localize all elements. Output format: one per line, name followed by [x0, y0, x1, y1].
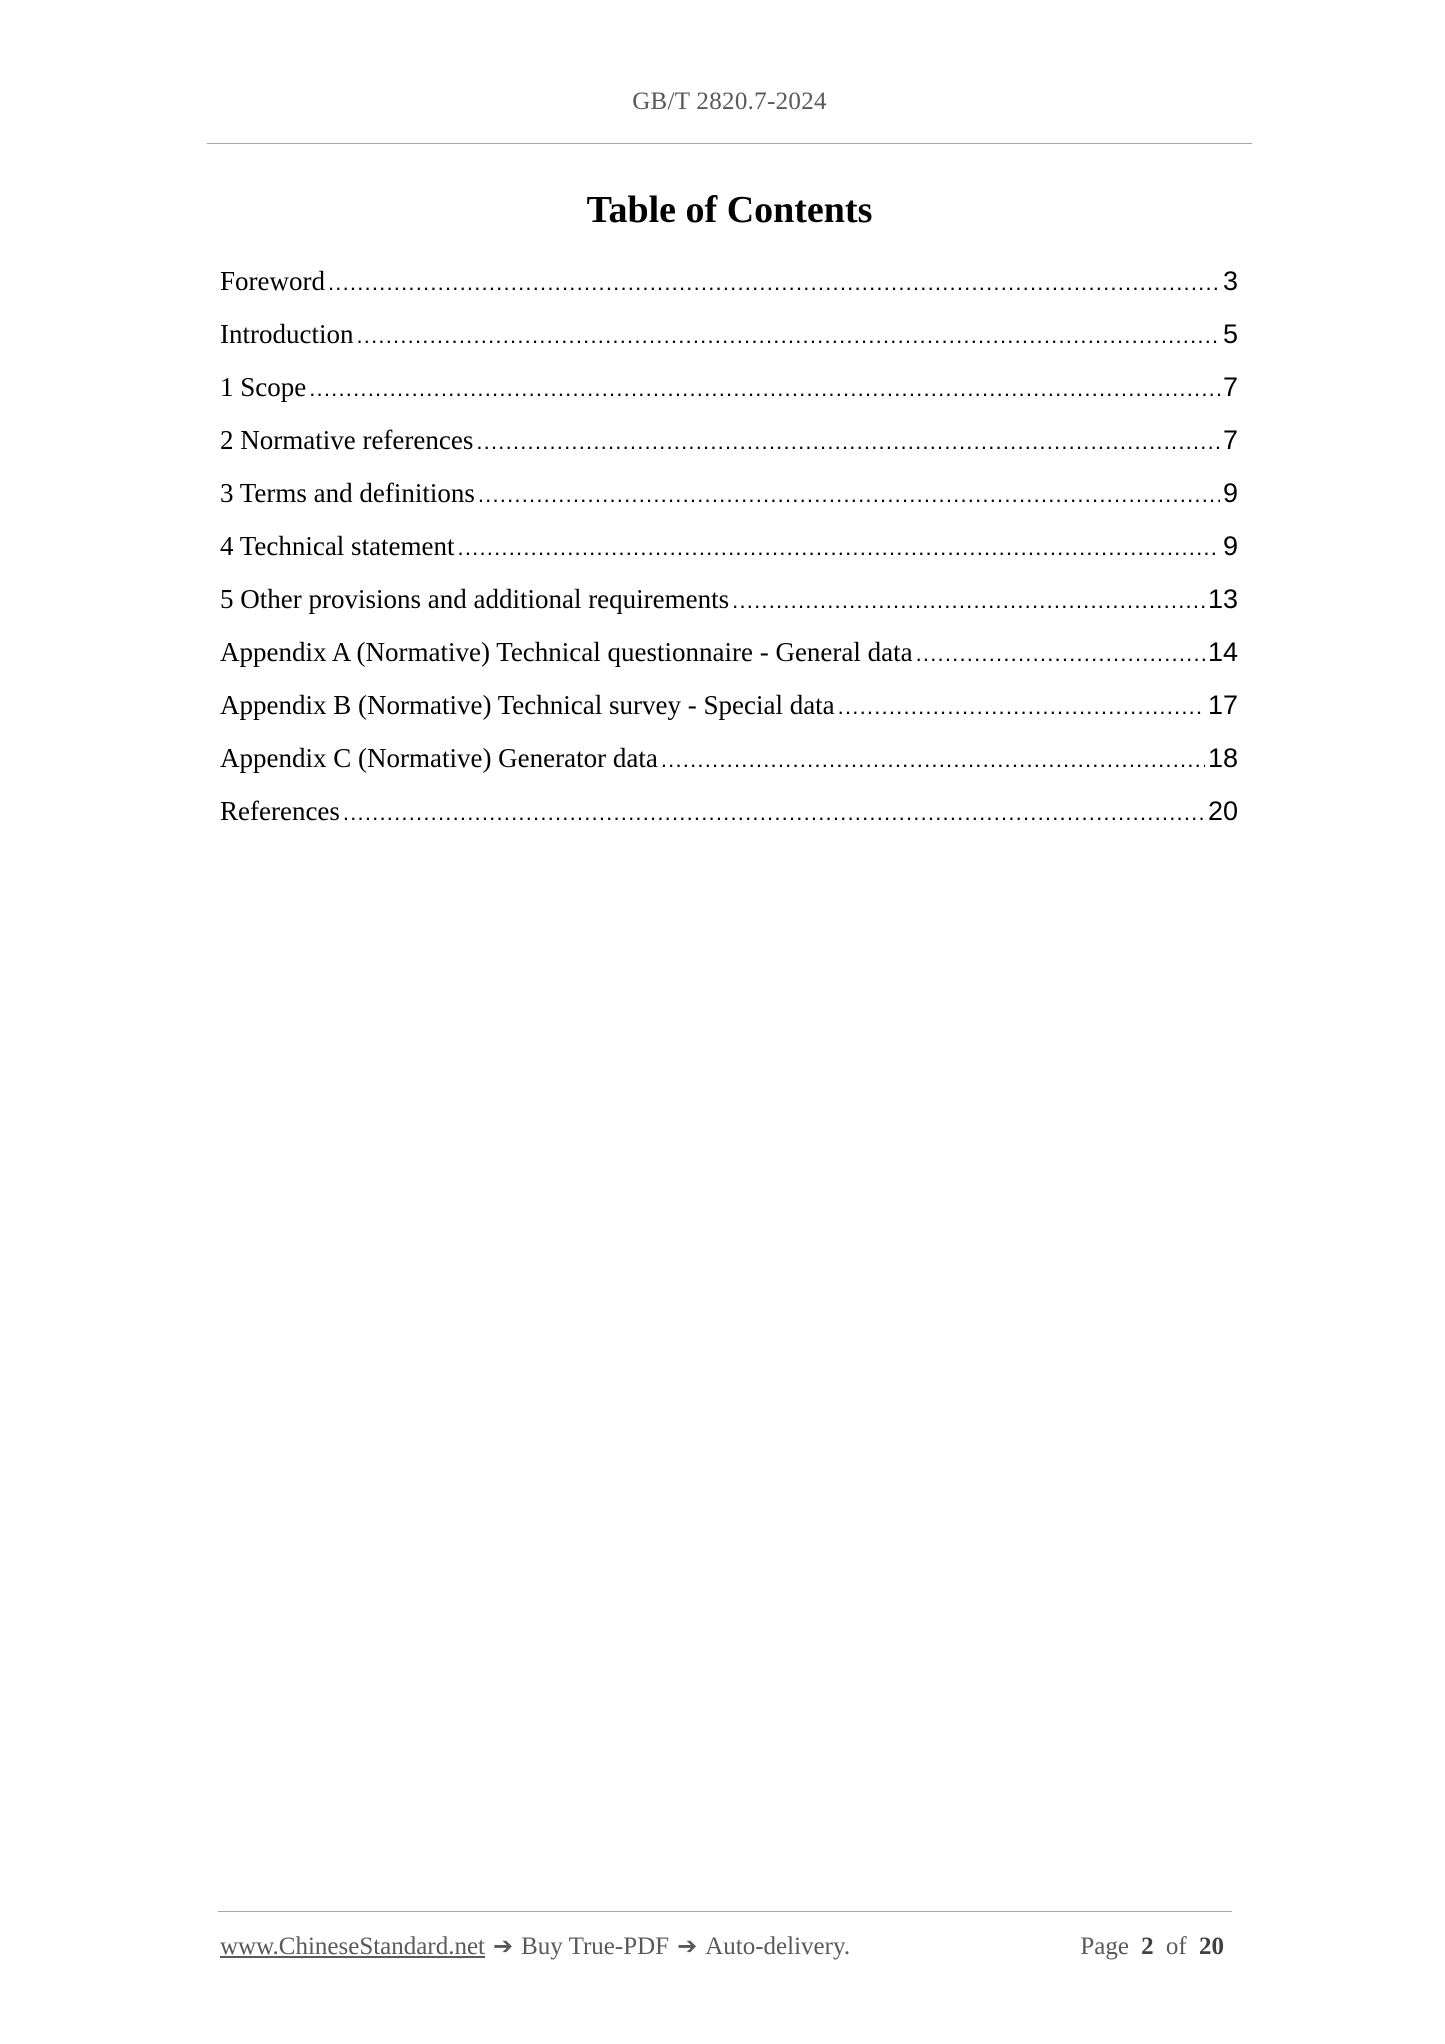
- toc-entry-page: 17: [1207, 690, 1238, 720]
- toc-entry-appendix-c[interactable]: [220, 743, 1238, 796]
- toc-entry-page: 9: [1222, 531, 1238, 561]
- page-word: Page: [1080, 1933, 1129, 1960]
- toc-entry-page: 14: [1207, 637, 1238, 667]
- toc-entry-label: 2 Normative references: [220, 425, 474, 455]
- footer-divider: [218, 1911, 1232, 1912]
- page-number: [1080, 1933, 1230, 1961]
- dot-leader: [838, 694, 1205, 720]
- toc-entry-label: Appendix A (Normative) Technical questionnaire - General data: [220, 637, 913, 667]
- of-word: of: [1165, 1933, 1187, 1960]
- toc-entry-page: 7: [1222, 372, 1238, 402]
- toc-entry-appendix-b[interactable]: [220, 690, 1238, 743]
- toc-entry-foreword[interactable]: [220, 266, 1238, 319]
- dot-leader: [356, 323, 1219, 349]
- toc-entry-label: Introduction: [220, 319, 354, 349]
- toc-entry-label: 4 Technical statement: [220, 531, 455, 561]
- toc-entry-page: 9: [1222, 478, 1238, 508]
- toc-entry-label: 1 Scope: [220, 372, 307, 402]
- toc-entry-label: Appendix B (Normative) Technical survey - Special data: [220, 690, 835, 720]
- dot-leader: [732, 588, 1205, 614]
- toc-entry-page: 3: [1222, 266, 1238, 296]
- toc-entry-other-provisions[interactable]: [220, 584, 1238, 637]
- toc-entry-page: 5: [1222, 319, 1238, 349]
- toc-entry-normative-references[interactable]: [220, 425, 1238, 478]
- dot-leader: [343, 800, 1205, 826]
- dot-leader: [309, 376, 1220, 402]
- site-link[interactable]: www.ChineseStandard.net: [220, 1933, 485, 1960]
- toc-entry-page: 18: [1207, 743, 1238, 773]
- auto-delivery-text: Auto-delivery.: [705, 1933, 851, 1960]
- dot-leader: [328, 270, 1220, 296]
- footer-promo: [220, 1932, 850, 1961]
- dot-leader: [916, 641, 1205, 667]
- header-divider: [207, 143, 1252, 144]
- toc-entry-label: References: [220, 796, 340, 826]
- dot-leader: [458, 535, 1220, 561]
- toc-entry-label: 3 Terms and definitions: [220, 478, 475, 508]
- toc-entry-introduction[interactable]: [220, 319, 1238, 372]
- current-page: 2: [1141, 1933, 1154, 1960]
- toc-entry-page: 20: [1207, 796, 1238, 826]
- toc-entry-technical-statement[interactable]: [220, 531, 1238, 584]
- dot-leader: [478, 482, 1220, 508]
- toc-title: Table of Contents: [586, 189, 873, 231]
- toc-entry-label: Appendix C (Normative) Generator data: [220, 743, 658, 773]
- table-of-contents: [220, 266, 1238, 849]
- page-footer: [220, 1932, 1230, 1961]
- toc-entry-label: Foreword: [220, 266, 325, 296]
- toc-entry-appendix-a[interactable]: [220, 637, 1238, 690]
- total-pages: 20: [1199, 1933, 1224, 1960]
- right-arrow-icon: ➔: [493, 1932, 514, 1960]
- running-header: GB/T 2820.7-2024: [632, 88, 827, 115]
- toc-entry-page: 13: [1207, 584, 1238, 614]
- toc-entry-page: 7: [1222, 425, 1238, 455]
- buy-true-pdf-text: Buy True-PDF: [521, 1933, 670, 1960]
- toc-entry-terms-and-definitions[interactable]: [220, 478, 1238, 531]
- toc-entry-label: 5 Other provisions and additional requirements: [220, 584, 730, 614]
- right-arrow-icon: ➔: [677, 1932, 698, 1960]
- toc-entry-references[interactable]: [220, 796, 1238, 849]
- dot-leader: [661, 747, 1205, 773]
- dot-leader: [476, 429, 1220, 455]
- toc-entry-scope[interactable]: [220, 372, 1238, 425]
